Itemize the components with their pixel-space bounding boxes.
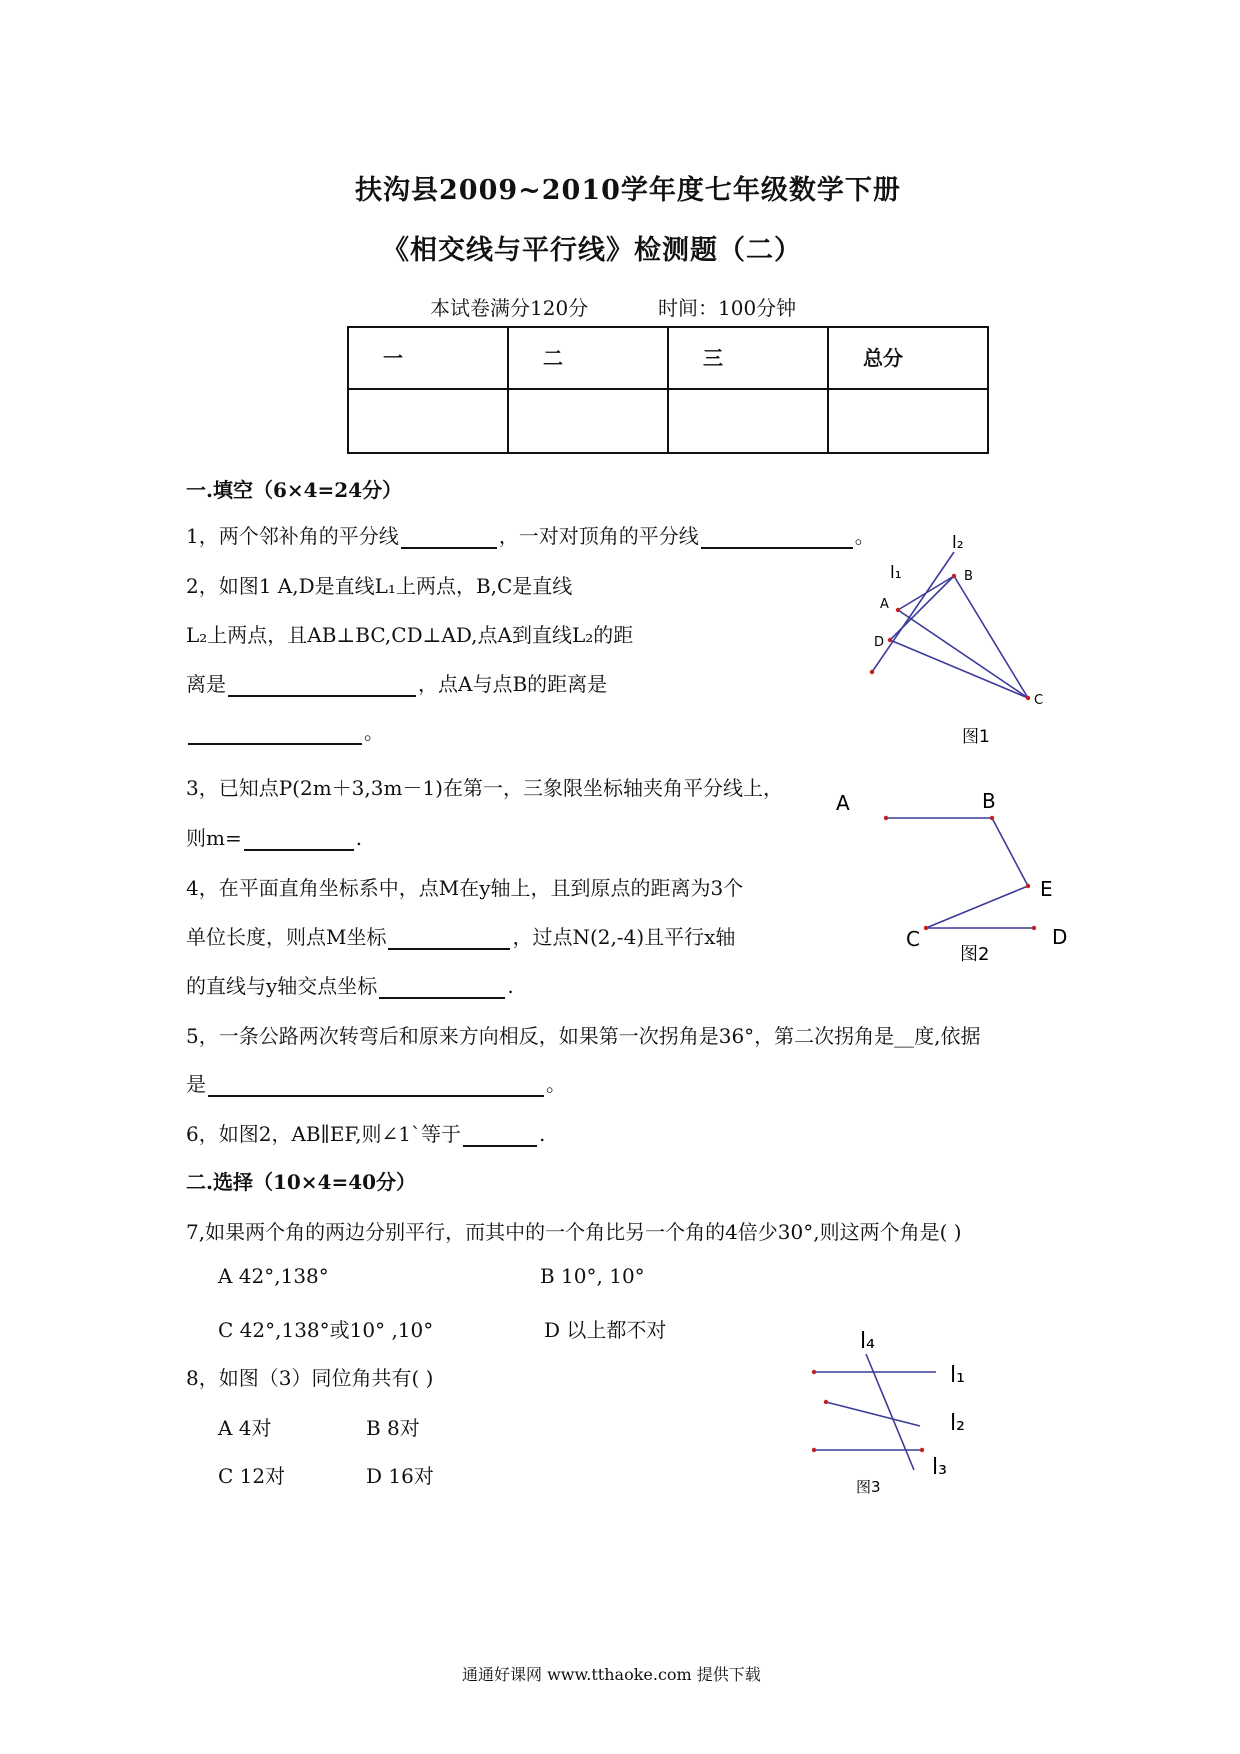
fig2-point-b [990,816,994,820]
answer-blank [388,926,510,950]
fig3-label-l1: l₁ [950,1363,965,1388]
fig2-label-a: A [836,791,850,815]
question-2-line-3 [186,668,607,697]
score-cell-2 [508,389,668,453]
question-5-line-2 [186,1068,566,1097]
question-2-line-4 [186,716,384,745]
question-4-line-1: 4，在平面直角坐标系中，点M在y轴上，且到原点的距离为3个 [186,876,744,900]
fig2-caption: 图2 [960,944,990,965]
full-score-text: 本试卷满分120分 [430,296,589,320]
answer-blank [188,721,362,745]
score-header-1: 一 [348,327,508,389]
fig2-label-e: E [1040,877,1053,901]
q3-text-b: . [355,826,363,850]
answer-blank [463,1123,537,1147]
question-2-line-2: L₂上两点，且AB⊥BC,CD⊥AD,点A到直线L₂的距 [186,623,634,647]
q1-text-c: 。 [854,524,875,548]
fig2-label-d: D [1052,925,1068,949]
fig3-point [824,1400,828,1404]
score-cell-3 [668,389,828,453]
question-4-line-3 [186,970,514,999]
score-table [347,326,989,454]
fig1-point-end [870,670,874,674]
question-8: 8，如图（3）同位角共有( ) [186,1366,434,1390]
q4-text-c: 的直线与y轴交点坐标 [186,974,378,998]
section1-title: 一.填空（6×4=24分） [186,478,403,502]
q1-text-b: ，一对对顶角的平分线 [498,524,699,548]
figure-2 [822,780,1082,980]
fig2-point-d [1032,926,1036,930]
fig3-point [812,1448,816,1452]
fig1-caption: 图1 [962,727,990,747]
fig2-segment-ec [926,886,1028,928]
time-text: 时间：100分钟 [658,296,797,320]
figure-1 [850,530,1070,760]
q7-option-d: D 以上都不对 [544,1318,667,1342]
q2-text-b: ，点A与点B的距离是 [418,672,608,696]
fig2-point-e [1026,884,1030,888]
section2-title: 二.选择（10×4=40分） [186,1170,417,1194]
fig3-point [812,1370,816,1374]
fig2-label-b: B [982,789,996,813]
footer-text: 通通好课网 www.tthaoke.com 提供下载 [462,1665,761,1684]
question-6 [186,1118,545,1147]
fig1-point-b [952,574,956,578]
q6-text-b: . [539,1122,546,1146]
page-title: 扶沟县2009~2010学年度七年级数学下册 [355,175,901,206]
question-2-line-1: 2，如图1 A,D是直线L₁上两点，B,C是直线 [186,574,573,598]
fig1-label-a: A [880,597,889,612]
q2-text-a: 离是 [186,672,226,696]
fig1-segment-db [890,576,954,640]
fig3-label-l3: l₃ [932,1455,947,1480]
fig3-point [920,1448,924,1452]
fig2-segment-be [992,818,1028,886]
q4-text-a: 单位长度，则点M坐标 [186,925,387,949]
score-cell-1 [348,389,508,453]
fig1-point-c [1026,696,1030,700]
question-1 [186,520,875,549]
fig1-segment-ac [898,610,1028,698]
question-7: 7,如果两个角的两边分别平行，而其中的一个角比另一个角的4倍少30°,则这两个角是( ) [186,1220,962,1244]
answer-blank [208,1073,544,1097]
q4-text-b: ，过点N(2,-4)且平行x轴 [512,925,736,949]
answer-blank [701,525,853,549]
fig2-label-c: C [906,927,920,951]
q7-option-c: C 42°,138°或10° ,10° [218,1318,434,1342]
q8-option-d: D 16对 [366,1464,434,1488]
q1-text-a: 1，两个邻补角的平分线 [186,524,399,548]
fig1-line-l2 [954,576,1028,698]
q5-text-a: 是 [186,1072,206,1096]
question-5-line-1: 5，一条公路两次转弯后和原来方向相反，如果第一次拐角是36°，第二次拐角是__度,依据 [186,1024,981,1048]
q8-option-c: C 12对 [218,1464,286,1488]
fig1-label-l1: l₁ [890,563,902,583]
q2-text-end: 。 [364,720,384,744]
fig1-segment-dc [890,640,1028,698]
question-3-line-1: 3，已知点P(2m＋3,3m－1)在第一，三象限坐标轴夹角平分线上， [186,776,783,800]
fig2-point-a [884,816,888,820]
q3-text-a: 则m= [186,826,242,850]
q7-option-a: A 42°,138° [218,1264,329,1288]
answer-blank [244,827,354,851]
q4-text-d: . [507,974,514,998]
score-header-2: 二 [508,327,668,389]
figure-3 [800,1320,1000,1510]
q8-option-a: A 4对 [218,1416,272,1440]
question-3-line-2 [186,822,362,851]
q7-option-b: B 10°, 10° [540,1264,645,1288]
fig1-label-l2: l₂ [952,533,964,553]
score-cell-total [828,389,988,453]
q6-text-a: 6，如图2，AB∥EF,则∠1`等于 [186,1122,462,1146]
q8-option-b: B 8对 [366,1416,420,1440]
score-header-3: 三 [668,327,828,389]
fig1-point-a [896,608,900,612]
fig1-label-c: C [1034,693,1044,708]
fig1-label-d: D [874,635,885,650]
fig2-point-c [924,926,928,930]
fig3-label-l2: l₂ [950,1411,965,1436]
answer-blank [379,975,505,999]
fig1-label-b: B [964,569,973,584]
answer-blank [401,525,497,549]
q5-text-b: 。 [546,1072,566,1096]
fig3-label-l4: l₄ [860,1329,875,1354]
fig3-caption: 图3 [856,1478,881,1496]
answer-blank [228,673,416,697]
question-4-line-2 [186,921,735,950]
fig1-line-l1 [872,552,954,672]
page-subtitle: 《相交线与平行线》检测题（二） [382,235,802,266]
fig1-point-d [888,638,892,642]
score-header-total: 总分 [828,327,988,389]
fig3-line-l2 [826,1402,920,1426]
